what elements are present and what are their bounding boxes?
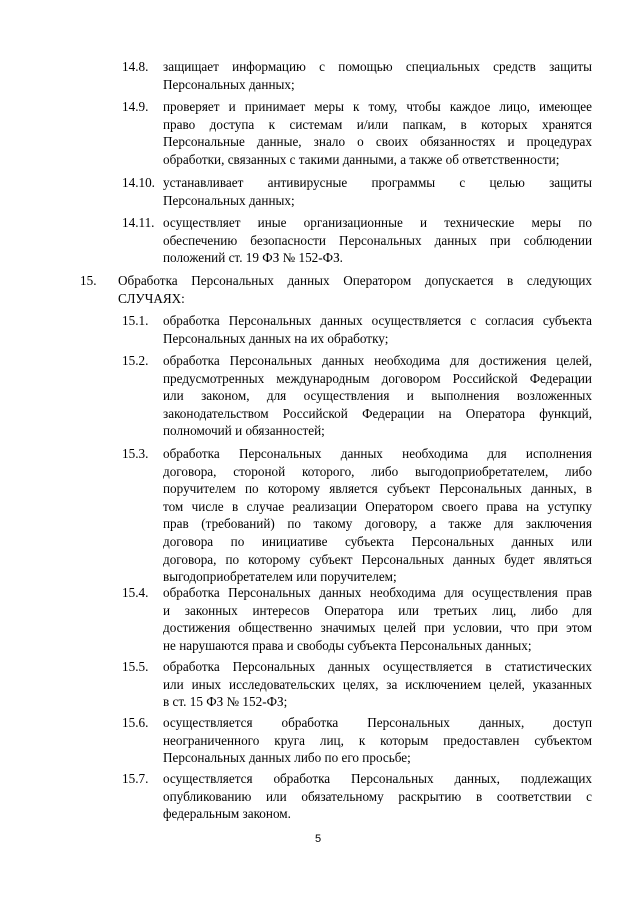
clause-number: 15.1.	[122, 313, 149, 328]
clause-line: том числе в случае реализации Оператором своего права на уступку	[163, 498, 592, 514]
clause-text	[118, 272, 592, 307]
clause-line: прав (требований) по такому договору, а также для заключения	[163, 516, 592, 532]
clause-line: обработки, связанных с такими данными, а также об ответственности;	[163, 151, 560, 167]
clause-line: обработка Персональных данных необходима для исполнения	[163, 446, 592, 461]
clause-number: 14.9.	[122, 99, 149, 114]
clause-line: Персональных данных;	[163, 76, 295, 92]
clause-number: 15.2.	[122, 353, 149, 368]
clause-number: 14.11.	[122, 215, 155, 230]
clause-line: Обработка Персональных данных Оператором допускается в следующих	[118, 273, 592, 288]
clause-text	[163, 714, 592, 767]
clause-number: 14.8.	[122, 59, 149, 74]
clause-line: осуществляется обработка Персональных данных, подлежащих	[163, 771, 592, 786]
clause-line: предусмотренных международным договором Российской Федерации	[163, 370, 592, 386]
clause-text	[163, 312, 592, 347]
clause-line: осуществляется обработка Персональных данных, доступ	[163, 715, 592, 730]
clause-line: договора по инициативе субъекта Персональных данных или	[163, 533, 592, 549]
clause-line: поручителем по которому является субъект Персональных данных, в	[163, 481, 592, 497]
clause-line: защищает информацию с помощью специальных средств защиты	[163, 59, 592, 74]
clause-line: неограниченного круга лиц, к которым предоставлен субъектом	[163, 732, 592, 748]
clause-line: в ст. 15 ФЗ № 152-ФЗ;	[163, 694, 288, 710]
clause-line: обработка Персональных данных осуществляется с согласия субъекта	[163, 313, 592, 328]
clause-text	[163, 584, 592, 654]
clause-line: обработка Персональных данных необходима для осуществления прав	[163, 585, 592, 600]
clause-line: СЛУЧАЯХ:	[118, 290, 185, 306]
clause-line: федеральным законом.	[163, 806, 291, 822]
clause-line: право доступа к системам и/или папкам, в которых хранятся	[163, 116, 592, 132]
clause-number: 15.	[80, 273, 97, 288]
clause-line: не нарушаются права и свободы субъекта Персональных данных;	[163, 637, 532, 653]
clause-line: Персональные данные, знало о своих обязанностях и процедурах	[163, 134, 592, 150]
clause-line: Персональных данных;	[163, 192, 295, 208]
clause-text	[163, 445, 592, 586]
clause-number: 14.10.	[122, 175, 155, 190]
page-number: 5	[314, 833, 322, 845]
clause-line: или законом, для осуществления и выполнения возложенных	[163, 388, 592, 404]
clause-line: опубликованию или обязательному раскрытию в соответствии с	[163, 788, 592, 804]
clause-number: 15.6.	[122, 715, 149, 730]
clause-line: проверяет и принимает меры к тому, чтобы каждое лицо, имеющее	[163, 99, 592, 114]
clause-line: Персональных данных на их обработку;	[163, 330, 389, 346]
clause-number: 15.5.	[122, 659, 149, 674]
clause-line: устанавливает антивирусные программы с целью защиты	[163, 175, 592, 190]
clause-line: Персональных данных либо по его просьбе;	[163, 750, 411, 766]
clause-number: 15.7.	[122, 771, 149, 786]
clause-line: полномочий и обязанностей;	[163, 423, 325, 439]
clause-line: осуществляет иные организационные и технические меры по	[163, 215, 592, 230]
clause-text	[163, 214, 592, 267]
clause-text	[163, 174, 592, 209]
clause-line: законодательством Российской Федерации на Оператора функций,	[163, 405, 592, 421]
clause-line: договора, по которому субъект Персональных данных будет являться	[163, 551, 592, 567]
clause-number: 15.3.	[122, 446, 149, 461]
clause-number: 15.4.	[122, 585, 149, 600]
clause-line: обработка Персональных данных необходима для достижения целей,	[163, 353, 592, 368]
clause-line: положений ст. 19 ФЗ № 152-ФЗ.	[163, 250, 343, 266]
clause-text	[163, 98, 592, 168]
clause-line: и законных интересов Оператора или третьих лиц, либо для	[163, 602, 592, 618]
clause-line: достижения общественно значимых целей при условии, что при этом	[163, 620, 592, 636]
clause-line: обработка Персональных данных осуществляется в статистических	[163, 659, 592, 674]
clause-line: выгодоприобретателем или поручителем;	[163, 569, 397, 585]
clause-line: обеспечению безопасности Персональных данных при соблюдении	[163, 232, 592, 248]
clause-text	[163, 352, 592, 440]
clause-line: договора, стороной которого, либо выгодоприобретателем, либо	[163, 463, 592, 479]
clause-text	[163, 770, 592, 823]
clause-text	[163, 658, 592, 711]
clause-text	[163, 58, 592, 93]
clause-line: или иных исследовательских целях, за исключением целей, указанных	[163, 676, 592, 692]
